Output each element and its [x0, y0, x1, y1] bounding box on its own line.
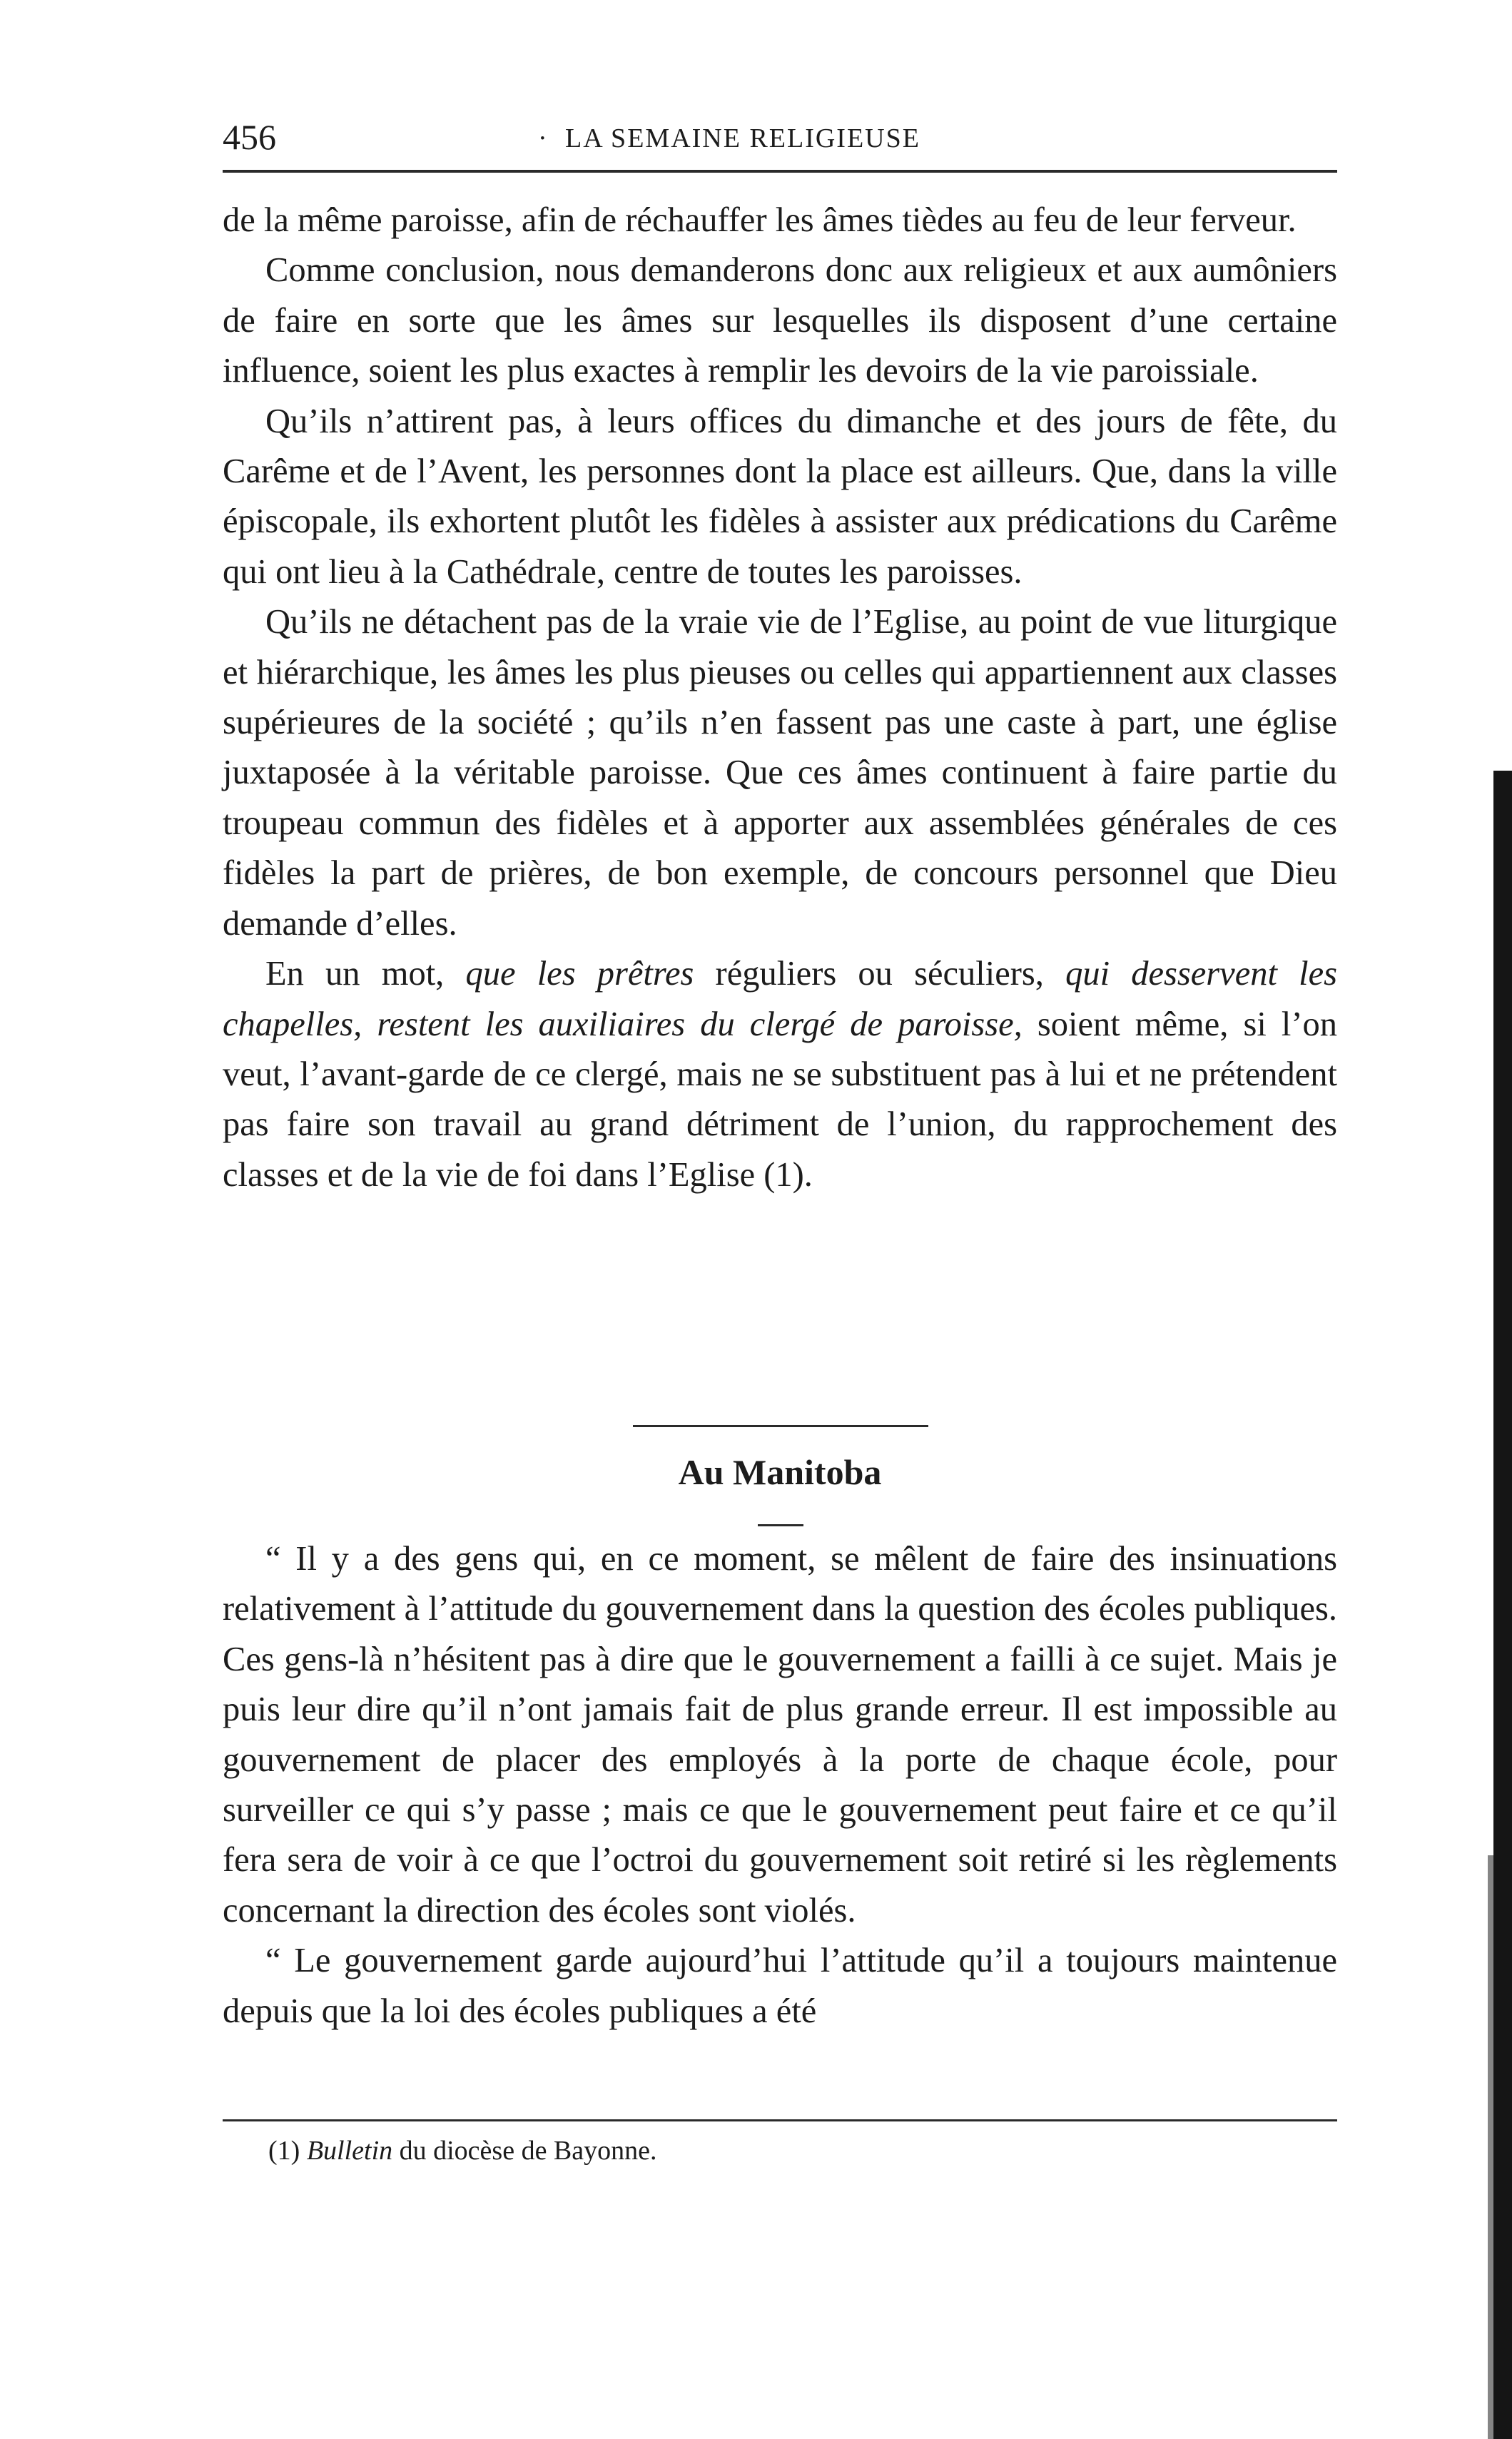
footnote-source-title: Bulletin — [306, 2136, 393, 2166]
section-title: Au Manitoba — [678, 1452, 882, 1492]
footnote — [268, 2131, 1324, 2171]
footnote-source-rest: du diocèse de Bayonne. — [399, 2136, 657, 2166]
section-body-text — [223, 1534, 1337, 2037]
running-title: · LA SEMAINE RELIGIEUSE — [565, 117, 920, 160]
section-divider-top — [633, 1425, 928, 1427]
header-rule — [223, 170, 1337, 173]
paragraph-offices: Qu’ils n’attirent pas, à leurs offices du dimanche et des jours de fête, du Carême et de l’Avent, les personnes dont la place est ailleurs. Que, dans la ville épiscopale, ils exhortent plutôt les fidèles à assister aux prédications du Carême qui ont lieu à la Cathédrale, centre de toutes les paroisses. — [223, 402, 1337, 591]
footnote-rule — [223, 2119, 1337, 2121]
summary-text-3: soient même, si l’on veut, l’avant-garde de ce clergé, mais ne se substituent pas à lui et ne prétendent pas faire son travail au grand détriment de l’union, du rapprochement des classes et de la vie de foi dans l’Eglise (1). — [223, 1005, 1337, 1194]
paragraph-summary — [223, 949, 1337, 1200]
scan-edge-shadow — [1493, 771, 1512, 2439]
summary-text-2: réguliers ou séculiers, — [694, 955, 1066, 993]
paragraph-continuation: de la même paroisse, afin de réchauffer les âmes tièdes au feu de leur ferveur. — [223, 201, 1297, 239]
footnote-marker: (1) — [268, 2136, 300, 2166]
paragraph-conclusion: Comme conclusion, nous demanderons donc aux religieux et aux aumôniers de faire en sorte que les âmes sur lesquelles ils disposent d’une certaine influence, soient les plus exactes à remplir les devoirs de la vie paroissiale. — [223, 251, 1337, 390]
page-header — [223, 114, 1337, 160]
scan-edge-shadow-inner — [1488, 1855, 1493, 2439]
summary-emphasis-2: qui desservent les chapelles, restent les auxiliaires du clergé de paroisse, — [223, 955, 1338, 1043]
paragraph-liturgy: Qu’ils ne détachent pas de la vraie vie de l’Eglise, au point de vue liturgique et hiérarchique, les âmes les plus pieuses ou celles qui appartiennent aux classes supérieures de la société ; qu’ils n’en fassent pas une caste à part, une église juxtaposée à la véritable paroisse. Que ces âmes continuent à faire partie du troupeau commun des fidèles et à apporter aux assemblées générales de ces fidèles la part de prières, de bon exemple, de concours personnel que Dieu demande d’elles. — [223, 603, 1337, 943]
section-divider-bottom — [758, 1524, 803, 1526]
page-number: 456 — [223, 117, 276, 157]
summary-emphasis-1: que les prêtres — [465, 955, 694, 993]
section-paragraph-2: “ Le gouvernement garde aujourd’hui l’attitude qu’il a toujours maintenue depuis que la loi des écoles publiques a été — [223, 1942, 1337, 2030]
main-body-text — [223, 196, 1337, 1200]
section-paragraph-1: “ Il y a des gens qui, en ce moment, se mêlent de faire des insinuations relativement à l’attitude du gouvernement dans la question des écoles publiques. Ces gens-là n’hésitent pas à dire que le gouvernement a failli à ce sujet. Mais je puis leur dire qu’il n’ont jamais fait de plus grande erreur. Il est impossible au gouvernement de placer des employés à la porte de chaque école, pour surveiller ce qui s’y passe ; mais ce que le gouvernement peut faire et ce qu’il fera sera de voir à ce que l’octroi du gouvernement soit retiré si les règlements concernant la direction des écoles sont violés. — [223, 1540, 1337, 1930]
summary-text-1: En un mot, — [265, 955, 466, 993]
